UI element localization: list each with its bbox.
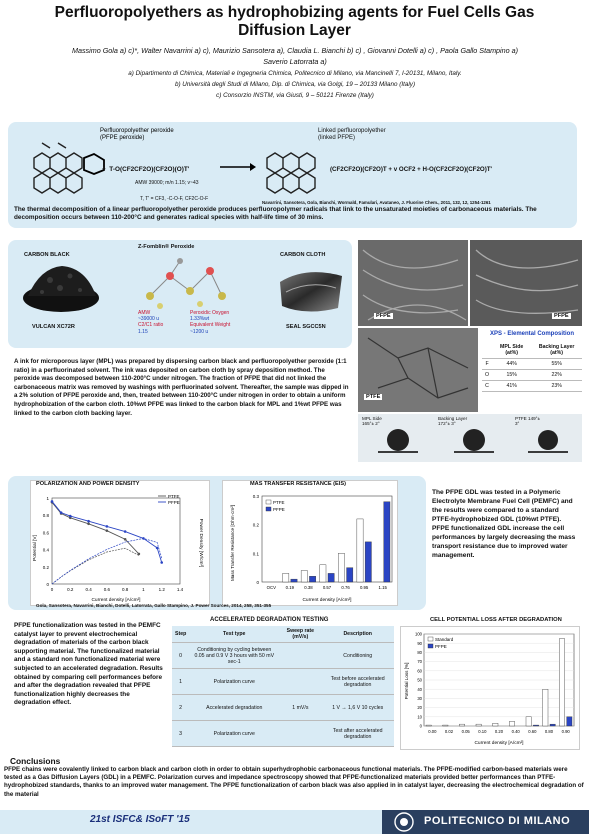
xps-cell: F [482, 359, 492, 370]
legend-swatch [266, 507, 271, 511]
carbon-cloth-image [276, 262, 346, 316]
plot-area [52, 498, 180, 584]
bar-pfpe [550, 724, 555, 726]
peroxide-label: Perfluoropolyether peroxide (PFPE peroxide) [100, 128, 174, 141]
adt-cell: 1 mV/s [279, 695, 321, 721]
bar-standard [559, 639, 564, 726]
x-tick-label: 1.2 [158, 587, 165, 592]
university-name: POLITECNICO DI MILANO [424, 815, 571, 827]
adt-cell: 2 [172, 695, 189, 721]
adt-cell: 1 V → 1,6 V 10 cycles [321, 695, 394, 721]
y-tick-label: 0 [256, 580, 259, 585]
bar-ptfe [301, 571, 307, 582]
x-tick-label: 1.15 [378, 585, 387, 590]
y-tick-label: 0.4 [42, 547, 49, 553]
adt-cell: Accelerated degradation [189, 695, 279, 721]
y-axis-label: Potential [V] [33, 535, 38, 561]
graphene-icon [24, 138, 114, 198]
x-tick-label: 0.80 [544, 729, 554, 734]
y-tick-label: 0.3 [252, 494, 259, 499]
y-tick-label: 1 [46, 496, 49, 501]
power-curve-ptfe [52, 548, 139, 584]
fomblin-label: Z-Fomblin® Peroxide [138, 244, 195, 250]
polarization-chart [30, 488, 210, 604]
data-point [124, 538, 127, 541]
fomblin-properties-left: AMW ~39000 u C2/C1 ratio 1.15 [138, 310, 164, 335]
y-tick-label: 10 [417, 714, 422, 720]
poster-title: Perfluoropolyethers as hydrophobizing agents for Fuel Cells Gas Diffusion Layer [54, 4, 535, 39]
x-tick-label: 1.4 [176, 587, 184, 592]
x-tick-label: 0.95 [359, 585, 369, 590]
bar-pfpe [291, 579, 297, 582]
adt-cell: Test before accelerated degradation [321, 669, 394, 695]
legend-label: PTFE [168, 494, 180, 499]
data-point [60, 511, 63, 514]
bar-ptfe [357, 519, 363, 582]
data-point [156, 547, 159, 550]
adt-cell: 3 [172, 721, 189, 747]
x-tick-label: 0.00 [428, 729, 437, 734]
legend-swatch [428, 644, 433, 648]
carbon-black-label: CARBON BLACK [24, 252, 70, 258]
xps-header: Backing Layer (at%) [531, 342, 582, 359]
xps-cell: 44% [492, 359, 531, 370]
adt-header: Sweep rate (mV/s) [279, 626, 321, 643]
x-tick-label: 0.4 [85, 587, 92, 592]
x-tick-label: OCV [266, 585, 276, 590]
data-point [69, 515, 72, 518]
x-tick-label: 0.2 [67, 587, 74, 592]
mtr-title: MAS TRANSFER RESISTANCE (EIS) [250, 481, 346, 487]
bar-standard [476, 724, 481, 726]
molecule-image [140, 256, 230, 314]
loss-chart [400, 626, 580, 750]
adt-cell: Conditioning [321, 643, 394, 669]
xps-cell: C [482, 381, 492, 392]
peroxide-formula: + T-O(CF2CF2O)(CF2O)(O)T' [102, 166, 190, 173]
bar-standard [526, 717, 531, 726]
adt-row [172, 669, 394, 695]
data-point [106, 529, 109, 532]
catalyst-text: PFPE functionalization was tested in the PEMFC catalyst layer to prevent electrochemical degradation of materials of the carbon black supporting material. The functionalized material and a standard non functionalized material were subjected to an accelerated degradation. Results obtained by comparing cell performances before and after the degradation revealed that PFPE functionalization highly decreases the degradation effect. [14, 622, 163, 707]
bar-standard [443, 725, 448, 726]
bar-pfpe [365, 542, 371, 582]
reaction-ref: Navarrini, Sansotera, Gola, Bianchi, Wormald, Famulari, Avataneo, J. Fluorine Chem., 2011, 132, 12, 1254-1261 [262, 200, 491, 205]
adt-header: Description [321, 626, 394, 643]
series-line-ptfe [52, 502, 139, 554]
xps-cell: 23% [531, 381, 582, 392]
x-tick-label: 0.10 [478, 729, 487, 734]
y-tick-label: 0.2 [252, 522, 259, 528]
carbon-cloth-label: CARBON CLOTH [280, 252, 326, 258]
xps-row [482, 359, 582, 370]
adt-cell: Polarization curve [189, 721, 279, 747]
bar-standard [459, 724, 464, 726]
legend-swatch [428, 637, 433, 641]
conference-label: 21st ISFC& ISoFT '15 [90, 814, 190, 825]
y-tick-label: 20 [417, 705, 422, 711]
vulcan-label: VULCAN XC72R [32, 324, 75, 330]
bar-ptfe [283, 573, 289, 582]
xps-cell: 41% [492, 381, 531, 392]
bar-standard [509, 721, 514, 726]
adt-cell: 0 [172, 643, 189, 669]
x-tick-label: 0.19 [285, 585, 295, 590]
y-tick-label: 30 [417, 696, 422, 701]
x-tick-label: 0.90 [561, 729, 570, 734]
x-axis-label: Current density [A/cm²] [91, 598, 141, 603]
amw-label: AMW 39000; m/n 1.15; v~43 [135, 180, 199, 186]
bar-standard [426, 725, 431, 726]
mtr-chart [222, 488, 398, 604]
xps-cell: 15% [492, 370, 531, 381]
y-tick-label: 0.1 [252, 551, 259, 557]
y-tick-label: 70 [417, 659, 422, 665]
adt-cell: Polarization curve [189, 669, 279, 695]
y-tick-label: 50 [417, 677, 422, 683]
adt-header: Test type [189, 626, 279, 643]
adt-cell: Test after accelerated degradation [321, 721, 394, 747]
reaction-arrow-icon [218, 160, 258, 174]
product-formula: (CF2CF2O)(CF2O)T + v OCF2 + H-O(CF2CF2O)(CF2O)T' [330, 166, 493, 173]
contact-ptfe: PTFE 149°± 3° [515, 416, 541, 426]
data-point [51, 500, 54, 503]
data-point [124, 530, 127, 533]
legend-label: PFPE [168, 500, 180, 505]
power-curve-pfpe [52, 538, 162, 584]
bar-pfpe [309, 576, 315, 582]
gdl-text: The PFPE GDL was tested in a Polymeric Electrolyte Membrane Fuel Cell (PEMFC) and the results were compared to a standard PTFE-hydrophobized GDL (10%wt PTFE). PFPE functionalized GDL increase the cell performances by largely decreasing the mass transport resistance due to improved water management. [432, 489, 576, 559]
adt-cell: Conditioning by cycling between 0.05 and 0.9 V 3 hours with 50 mV sec-1 [189, 643, 279, 669]
data-point [87, 520, 90, 523]
x-tick-label: 0.05 [461, 729, 470, 734]
x-tick-label: 1 [142, 587, 145, 592]
y-axis-label: Mass Transfer Resistance [Ohm·cm²] [230, 504, 235, 582]
bar-pfpe [533, 725, 538, 726]
conclusions-heading: Conclusions [10, 756, 61, 766]
y-tick-label: 0 [419, 723, 422, 729]
legend-label: PFPE [273, 507, 285, 512]
adt-row [172, 721, 394, 747]
xps-cell: 55% [531, 359, 582, 370]
x-tick-label: 0.8 [122, 587, 129, 592]
polarization-ref: Gola, Sansotera, Navarrini, Bianchi, Dotelli, Latorrata, Gallo Stampino, J. Power Sources, 2014, 258, 351-355 [36, 603, 272, 608]
legend-swatch [266, 500, 271, 504]
legend-label: PFPE [435, 644, 447, 649]
xps-table [482, 342, 582, 392]
bar-standard [493, 723, 498, 726]
xps-cell: 22% [531, 370, 582, 381]
x-axis-label: Current density [A/cm²] [474, 741, 524, 746]
authors: Massimo Gola a) c)*, Walter Navarrini a) c), Maurizio Sansotera a), Claudia L. Bianchi b) c) , Giovanni Dotelli a) c) , Paola Gallo Stampino a) Saverio Latorrata a) [71, 46, 519, 66]
y-tick-label: 0 [46, 582, 49, 587]
x-axis-label: Current density [A/cm²] [302, 598, 352, 603]
x-tick-label: 0.60 [528, 729, 537, 734]
x-tick-label: 0.57 [322, 585, 332, 590]
fomblin-properties-right: Peroxidic Oxygen 1.33%wt Equivalent Weight ~1200 u [190, 310, 231, 335]
bar-pfpe [328, 573, 334, 582]
contact-mpl: MPL Side 165°± 2° [362, 416, 382, 426]
bar-pfpe [384, 502, 390, 582]
adt-row [172, 695, 394, 721]
xps-row [482, 381, 582, 392]
end-groups-label: T, T' = CF3, -C-O-F, CF2C-O-F [140, 196, 209, 202]
xps-title: XPS - Elemental Composition [489, 331, 574, 337]
bar-ptfe [338, 553, 344, 582]
contact-backing: Backing Layer 172°± 3° [438, 416, 468, 426]
loss-title: CELL POTENTIAL LOSS AFTER DEGRADATION [430, 617, 562, 623]
adt-cell [279, 669, 321, 695]
data-point [160, 561, 163, 564]
x-tick-label: 0.02 [444, 729, 454, 734]
polarization-title: POLARIZATION AND POWER DENSITY [36, 481, 140, 487]
y-tick-label: 80 [417, 650, 422, 655]
xps-cell: O [482, 370, 492, 381]
affiliation-c: c) Consorzio INSTM, via Giusti, 9 – 50121 Firenze (Italy) [216, 92, 374, 99]
xps-header [482, 342, 492, 359]
y-tick-label: 90 [417, 640, 422, 646]
adt-cell: 1 [172, 669, 189, 695]
affiliation-a: a) Dipartimento di Chimica, Materiali e Ingegneria Chimica, Politecnico di Milano, via Mancinelli 7, I-20131, Milano, Italy. [128, 70, 462, 77]
x-tick-label: 0 [50, 587, 54, 592]
data-point [106, 525, 109, 528]
reaction-description: The thermal decomposition of a linear perfluoropolyether peroxide produces perfluoropolymer radicals that link to the unsaturated moieties of carbonaceous materials. The decomposition occurs between 110-200°C and generates radical species with half-life time of 30 mins. [14, 206, 537, 222]
y-tick-label: 60 [417, 668, 422, 674]
adt-title: ACCELERATED DEGRADATION TESTING [210, 617, 329, 623]
sem-ptfe-label: PTFE [366, 394, 381, 400]
xps-header: MPL Side (at%) [492, 342, 531, 359]
x-tick-label: 0.40 [511, 729, 520, 734]
conclusions-text: PFPE chains were covalently linked to carbon black and carbon cloth in order to obtain superhydrophobic carbonaceous functional materials. The PFPE-modified carbon-based materials were tested as a Gas Diffusion Layers (GDL) in a PEMFC. Polarization curves and impedance spectroscopy showed that PFPE-functionalized materials provided better performances than PTFE-hydrophobized standards, thanks to an improved water management. The PFPE functionalization of carbon black was also applied in in catalyst layer, decreasing the electrochemical degradation of the material [4, 766, 584, 798]
bar-pfpe [347, 568, 353, 582]
y-tick-label: 0.6 [42, 530, 49, 536]
x-tick-label: 0.6 [103, 587, 110, 592]
procedure-text: A ink for microporous layer (MPL) was prepared by dispersing carbon black and perfluoropolyether peroxide (1:1 ratio) in a perfluorinated solvent. The ink was deposited on carbon cloth by spray deposition method. The peroxide was decomposed between 110-200°C under nitrogen. The fraction of PFPE that did not linked the carbonaceous matrix was removed by washings with perfluorinated solvent. Thereafter, the sample was dipped in a 2% solution of PFPE peroxide and, then, treated between 110-200°C under nitrogen in order to obtain a uniform hydrophobization of the carbon cloth. 10%wt PFPE was linked to the carbon black for MPL and 1%wt PFPE was linked to the carbon cloth backing layer. [14, 358, 349, 417]
y-tick-label: 0.8 [42, 513, 49, 519]
y-tick-label: 0.2 [42, 564, 49, 570]
y-tick-label: 100 [415, 631, 422, 637]
x-tick-label: 0.20 [494, 729, 504, 734]
carbon-black-image [20, 262, 102, 314]
y2-axis-label: Power Density [W/cm²] [198, 518, 203, 568]
adt-cell [279, 643, 321, 669]
bar-standard [543, 689, 548, 726]
polimi-logo-icon [394, 812, 414, 832]
linked-label: Linked perfluoropolyether (linked PFPE) [318, 128, 386, 141]
sem-pfpe-label-1: PFPE [376, 313, 391, 319]
y-tick-label: 40 [417, 686, 422, 692]
xps-row [482, 370, 582, 381]
adt-row [172, 643, 394, 669]
linked-graphene-icon [262, 138, 332, 198]
adt-cell [279, 721, 321, 747]
adt-table [172, 626, 394, 747]
sem-pfpe-label-2: PFPE [554, 313, 569, 319]
seal-label: SEAL SGCC5N [286, 324, 326, 330]
affiliation-b: b) Università degli Studi di Milano, Dip. di Chimica, via Golgi, 19 – 20133 Milano (Italy) [174, 81, 416, 88]
bar-ptfe [320, 565, 326, 582]
x-tick-label: 0.38 [304, 585, 313, 590]
x-tick-label: 0.76 [341, 585, 350, 590]
legend-label: PTFE [273, 500, 285, 505]
y-axis-label: Potential Loss [%] [404, 662, 409, 700]
adt-header: Step [172, 626, 189, 643]
legend-label: Standard [435, 637, 454, 642]
data-point [87, 523, 90, 526]
bar-pfpe [567, 717, 572, 726]
